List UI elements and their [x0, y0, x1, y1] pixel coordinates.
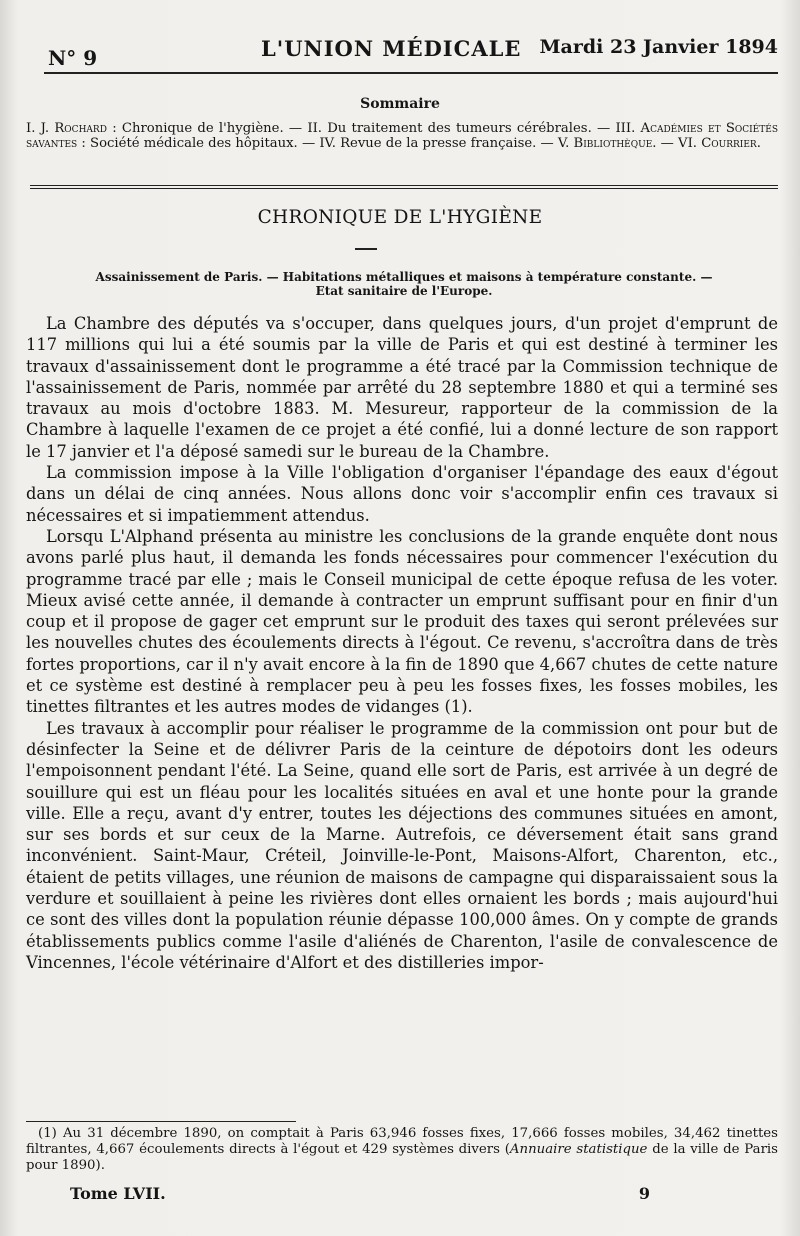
page-number: 9: [638, 1184, 650, 1203]
paragraph: Lorsqu L'Alphand présenta au ministre les conclusions de la grande enquête dont nous avons parlé plus haut, il demanda les fonds nécessaires pour commencer l'exécution du programme tracé par elle ; mais le Conseil municipal de cette époque refusa de les voter. Mieux avisé cette année, il demande à contracter un emprunt suffisant pour en finir d'un coup et il propose de gager cet emprunt sur le produit des taxes qui seront prélevées sur les nouvelles chutes des écoulements directs à l'égout. Ce revenu, s'accroîtra dans de très fortes proportions, car il n'y avait encore à la fin de 1890 que 4,667 chutes de cette nature et ce système est destiné à remplacer peu à peu les fosses fixes, les fosses mobiles, les tinettes filtrantes et les autres modes de vidanges (1).: [26, 526, 778, 717]
sommaire-section: Courrier: [701, 136, 757, 151]
sommaire-part: : Chronique de l'hygiène. — II. Du traitement des tumeurs cérébrales. — III.: [112, 121, 636, 136]
footnote: [26, 1126, 778, 1174]
sommaire-author: Rochard: [54, 121, 107, 136]
sommaire-part: .: [756, 136, 761, 151]
sommaire-part: : Société médicale des hôpitaux. — IV. Revue de la presse française. — V.: [81, 136, 570, 151]
footnote-part: (1) Au 31 décembre 1890, on comptait à Paris 63,946 fosses fixes, 17,666 fosses mobiles, 34,462 tinettes filtrantes, 4,667 écoulements directs à l'égout et 429 systèmes divers (: [26, 1126, 778, 1157]
volume-label: Tome LVII.: [70, 1184, 166, 1203]
subtitle-line: Assainissement de Paris. — Habitations métalliques et maisons à température constante. —: [95, 270, 713, 284]
paragraph: Les travaux à accomplir pour réaliser le programme de la commission ont pour but de désinfecter la Seine et de délivrer Paris de la ceinture de dépotoirs dont les odeurs l'empoisonnent pendant l'été. La Seine, quand elle sort de Paris, est arrivée à un degré de souillure qui est un fléau pour les localités situées en aval et une honte pour la grande ville. Elle a reçu, avant d'y entrer, toutes les déjections des communes situées en amont, sur ses bords et sur ceux de la Marne. Autrefois, ce déversement était sans grand inconvénient. Saint-Maur, Créteil, Joinville-le-Pont, Maisons-Alfort, Charenton, etc., étaient de petits villages, une réunion de maisons de campagne qui disparaissaient sous la verdure et souillaient à peine les rivières dont elles ornaient les bords ; mais aujourd'hui ce sont des villes dont la population réunie dépasse 100,000 âmes. On y compte de grands établissements publics comme l'asile d'aliénés de Charenton, l'asile de convalescence de Vincennes, l'école vétérinaire d'Alfort et des distilleries impor-: [26, 718, 778, 972]
header-rule: [44, 72, 778, 74]
title-rule: [355, 248, 377, 250]
sommaire-rule: [30, 185, 778, 189]
footnote-text: [26, 1126, 778, 1174]
issue-date: Mardi 23 Janvier 1894: [539, 36, 778, 58]
subtitle-line: Etat sanitaire de l'Europe.: [315, 284, 493, 298]
page-footer: [70, 1184, 710, 1208]
sommaire-section: Bibliothèque: [573, 136, 653, 151]
page-header: [28, 32, 778, 70]
paragraph: La Chambre des députés va s'occuper, dans quelques jours, d'un projet d'emprunt de 117 millions qui lui a été soumis par la ville de Paris et qui est destiné à terminer les travaux d'assainissement dont le programme a été tracé par la Commission technique de l'assainissement de Paris, nommée par arrêté du 28 septembre 1880 et qui a terminé ses travaux au mois d'octobre 1883. M. Mesureur, rapporteur de la commission de la Chambre à laquelle l'examen de ce projet a été confié, lui a donné lecture de son rapport le 17 janvier et l'a déposé samedi sur le bureau de la Chambre.: [26, 314, 778, 461]
footnote-part: de la ville de Paris pour 1890).: [26, 1142, 778, 1173]
sommaire-title: Sommaire: [360, 96, 440, 112]
journal-title: L'UNION MÉDICALE: [261, 36, 522, 61]
footnote-source: Annuaire statistique: [509, 1142, 648, 1157]
article-body: [26, 313, 778, 973]
sommaire-part: . — VI.: [652, 136, 697, 151]
sommaire-text: [26, 121, 778, 151]
footnote-rule: [26, 1121, 296, 1122]
sommaire-section: Académies et Sociétés savantes: [26, 121, 778, 151]
sommaire-part: I. J.: [26, 121, 50, 136]
paragraph: La commission impose à la Ville l'obligation d'organiser l'épandage des eaux d'égout dans un délai de cinq années. Nous allons donc voir s'accomplir enfin ces travaux si nécessaires et si impatiemment attendus.: [26, 463, 778, 525]
article-subtitle: [30, 270, 778, 298]
article-title: CHRONIQUE DE L'HYGIÈNE: [257, 207, 543, 228]
issue-number: N° 9: [48, 46, 98, 70]
